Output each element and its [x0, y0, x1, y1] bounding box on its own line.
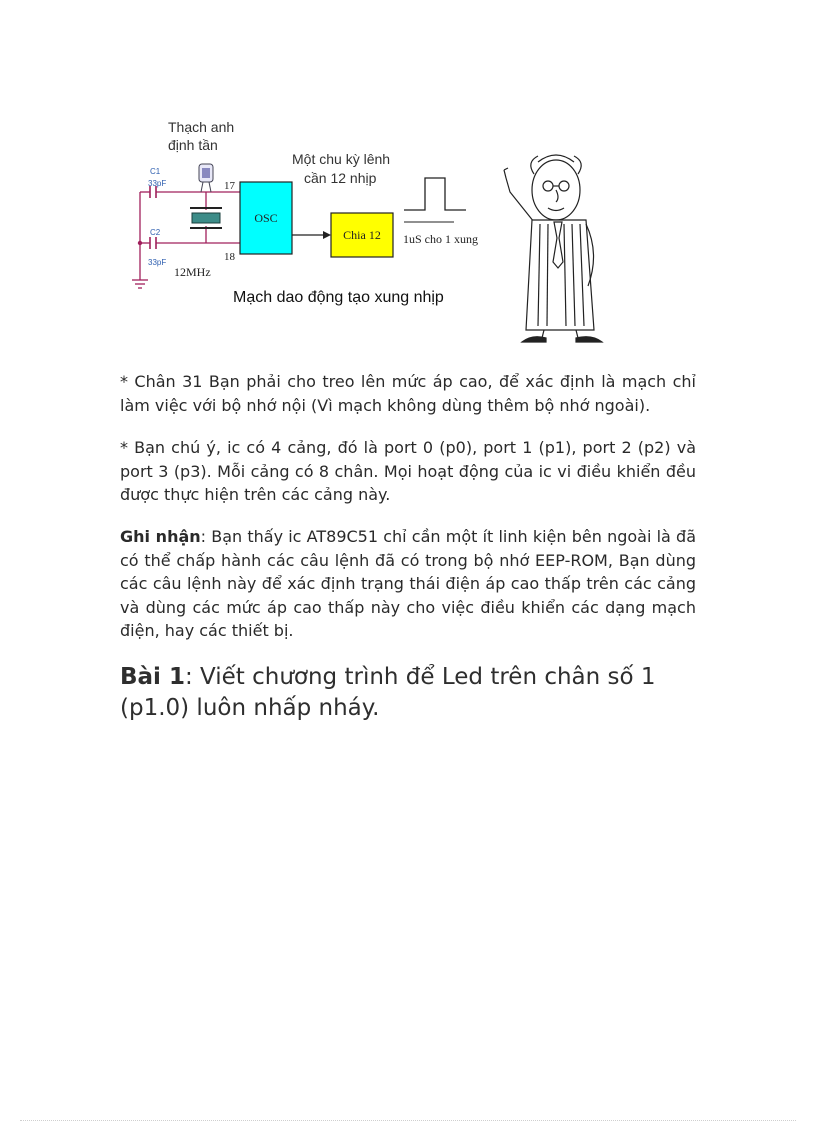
frequency-label: 12MHz [174, 265, 211, 279]
crystal-component-icon [199, 164, 213, 192]
note-label: Ghi nhận [120, 527, 201, 546]
oscillator-circuit-figure [120, 112, 700, 348]
arrow-head [323, 231, 331, 239]
note-text: : Bạn thấy ic AT89C51 chỉ cần một ít linh kiện bên ngoài là đã có thể chấp hành các câu lệnh đã có trong bộ nhớ EEP-ROM, Bạn dùng các câu lệnh này để xác định trạng thái điện áp cao thấp trên các cảng và dùng các mức áp cao thấp này cho việc điều khiển các dạng mạch điện, hay các thiết bị. [120, 527, 697, 640]
cycle-label-line2: cần 12 nhịp [304, 170, 377, 186]
exercise-heading [120, 662, 710, 724]
page-bottom-divider [20, 1120, 796, 1121]
capacitor-c2-symbol [150, 237, 156, 249]
pulse-caption: 1uS cho 1 xung [403, 232, 478, 246]
ground-junction-dot [138, 241, 142, 245]
pin-18-label: 18 [224, 251, 235, 263]
osc-block-label: OSC [254, 211, 278, 225]
c1-value: 33pF [148, 179, 167, 188]
c2-value: 33pF [148, 258, 167, 267]
crystal-symbol [190, 208, 222, 228]
paragraph-ports: * Bạn chú ý, ic có 4 cảng, đó là port 0 (p0), port 1 (p1), port 2 (p2) và port 3 (p3). Mỗi cảng có 8 chân. Mọi hoạt động của ic vi điều khiển đều được thực hiện trên các cảng này. [120, 438, 696, 504]
professor-cartoon-illustration [504, 155, 602, 342]
paragraph-pin31: * Chân 31 Bạn phải cho treo lên mức áp cao, để xác định là mạch chỉ làm việc với bộ nhớ nội (Vì mạch không dùng thêm bộ nhớ ngoài). [120, 372, 696, 415]
divider-block-label: Chia 12 [343, 228, 381, 242]
crystal-label-line1: Thạch anh [168, 119, 235, 135]
figure-caption: Mạch dao động tạo xung nhịp [233, 289, 444, 306]
exercise-text: : Viết chương trình để Led trên chân số 1 (p1.0) luôn nhấp nháy. [120, 664, 656, 721]
c2-name: C2 [150, 228, 161, 237]
pulse-waveform [404, 178, 466, 210]
exercise-label: Bài 1 [120, 664, 185, 690]
ground-symbol [132, 276, 148, 288]
cycle-label-line1: Một chu kỳ lênh [292, 151, 391, 167]
crystal-label-line2: định tần [168, 137, 218, 153]
c1-name: C1 [150, 167, 161, 176]
paragraph-note [120, 525, 696, 643]
pin-17-label: 17 [224, 180, 235, 192]
